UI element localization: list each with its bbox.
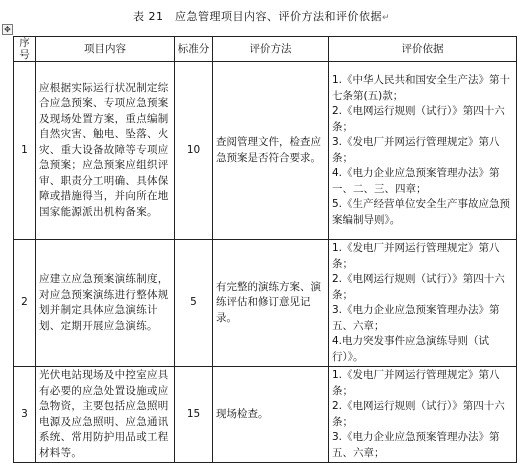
row-score: 15 — [175, 367, 213, 463]
table-row — [14, 367, 517, 463]
row-basis — [329, 367, 517, 463]
row-method: 现场检查。 — [213, 367, 329, 463]
basis-item: 1.《发电厂并网运行管理规定》第八条； — [332, 242, 500, 270]
table-row — [14, 62, 517, 240]
paragraph-mark-icon: ↵ — [381, 13, 391, 23]
basis-item: 1.《中华人民共和国安全生产法》第十七条第(五)款； — [332, 74, 511, 102]
basis-item: 3.《电力企业应急预案管理办法》第五、六章； — [332, 304, 500, 332]
header-score: 标准分 — [175, 37, 213, 62]
evaluation-table — [13, 36, 517, 463]
basis-item: 2.《电网运行规则（试行）》第四十六条； — [332, 400, 505, 428]
row-no: 2 — [14, 240, 36, 367]
row-method: 查阅管理文件，检查应急预案是否符合要求。 — [213, 62, 329, 240]
basis-item: 3.《发电厂并网运行管理规定》第八条； — [332, 136, 500, 164]
basis-item: 1.《发电厂并网运行管理规定》第八条； — [332, 369, 500, 397]
table-row — [14, 240, 517, 367]
row-method: 有完整的演练方案、演练评估和修订意见记录。 — [213, 240, 329, 367]
row-basis — [329, 240, 517, 367]
row-basis — [329, 62, 517, 240]
row-score: 10 — [175, 62, 213, 240]
basis-item: 3.《电力企业应急预案管理办法》第五、六章； — [332, 431, 500, 459]
basis-item: 2.《电网运行规则（试行）》第四十六条； — [332, 273, 505, 301]
table-caption-text: 表 21 应急管理项目内容、评价方法和评价依据 — [132, 10, 382, 23]
header-content: 项目内容 — [36, 37, 175, 62]
basis-item: 4.电力突发事件应急演练导则（试行）》。 — [332, 335, 490, 363]
table-move-handle-icon[interactable]: ✥ — [2, 24, 13, 35]
table-header-row — [14, 37, 517, 62]
header-method: 评价方法 — [213, 37, 329, 62]
row-no: 3 — [14, 367, 36, 463]
row-content: 应建立应急预案演练制度，对应急预案演练进行整体规划并制定具体应急演练计划、定期开展应急演练。 — [36, 240, 175, 367]
row-no: 1 — [14, 62, 36, 240]
basis-item: 5.《生产经营单位安全生产事故应急预案编制导则》。 — [332, 198, 511, 226]
header-no: 序号 — [14, 37, 36, 62]
basis-item: 2.《电网运行规则（试行）》第四十六条； — [332, 105, 505, 133]
header-basis: 评价依据 — [329, 37, 517, 62]
table-caption — [0, 8, 523, 24]
basis-item: 4.《电力企业应急预案管理办法》第一、二、三、四章； — [332, 167, 500, 195]
row-content: 应根据实际运行状况制定综合应急预案、专项应急预案及现场处置方案，重点编制自然灾害、触电、坠落、火灾、重大设备故障等专项应急预案；应急预案应组织评审、职责分工明确、具体保障或措施得当，并向所在地国家能源派出机构备案。 — [36, 62, 175, 240]
row-content: 光伏电站现场及中控室应具有必要的应急处置设施或应急物资，主要包括应急照明电源及应急照明、应急通讯系统、常用防护用品或工程材料等。 — [36, 367, 175, 463]
row-score: 5 — [175, 240, 213, 367]
